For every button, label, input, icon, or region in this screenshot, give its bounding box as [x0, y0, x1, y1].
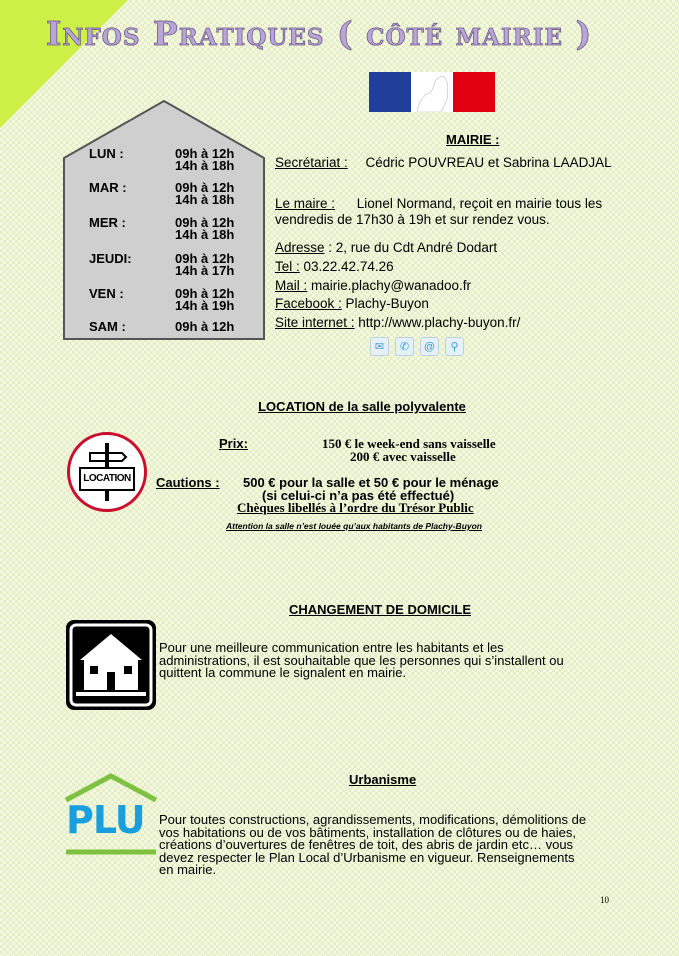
urbanisme-line-2: vos habitations ou de vos bâtiments, installation de clôtures ou de haies, [159, 824, 576, 840]
page-title: Infos Pratiques ( côté mairie ) [46, 14, 593, 53]
contact-icons [370, 337, 464, 356]
schedule-day-jeudi: JEUDI: [89, 251, 132, 266]
prix-line-2: 200 € avec vaisselle [350, 449, 456, 464]
maire-label: Le maire : [275, 196, 336, 211]
envelope-icon[interactable]: ✉ [370, 337, 389, 356]
cheques-text: Chèques libellés à l’ordre du Trésor Public [237, 500, 474, 515]
location-sign-icon [67, 432, 147, 512]
mail-line [275, 278, 471, 293]
schedule-hours-mar-1: 09h à 12h [175, 180, 235, 195]
mairie-heading: MAIRIE : [446, 132, 500, 147]
mail-value[interactable]: mairie.plachy@wanadoo.fr [307, 278, 472, 293]
schedule-hours-mer-1: 09h à 12h [175, 215, 235, 230]
schedule-day-lun: LUN : [89, 146, 124, 161]
prix-line-1: 150 € le week-end sans vaisselle [322, 436, 496, 451]
page-number: 10 [600, 895, 609, 905]
tel-line [275, 259, 394, 274]
house-icon [66, 620, 156, 710]
schedule-hours-sam-1: 09h à 12h [175, 319, 235, 334]
schedule-hours-lun-2: 14h à 18h [175, 158, 235, 173]
site-label: Site internet : [275, 315, 355, 330]
schedule-day-ven: VEN : [89, 286, 124, 301]
facebook-label: Facebook : [275, 296, 342, 311]
domicile-heading: CHANGEMENT DE DOMICILE [289, 602, 471, 617]
maire-value-2: vendredis de 17h30 à 19h et sur rendez vous. [275, 212, 550, 227]
plu-logo-text: PLU [66, 798, 145, 842]
facebook-line [275, 296, 429, 311]
urbanisme-line-3: créations d’ouvertures de fenêtres de toit, des abris de jardin etc… vous [159, 837, 574, 852]
location-heading [0, 399, 679, 414]
site-value[interactable]: http://www.plachy-buyon.fr/ [354, 315, 521, 330]
adresse-value: : 2, rue du Cdt André Dodart [324, 240, 498, 255]
maire-value-1: Lionel Normand, reçoit en mairie tous les [356, 196, 603, 211]
attention-note: Attention la salle n’est louée qu’aux habitants de Plachy-Buyon [226, 521, 482, 531]
secretariat-value: Cédric POUVREAU et Sabrina LAADJAL [365, 155, 612, 170]
schedule-day-mer: MER : [89, 215, 126, 230]
cautions-line-2: (si celui-ci n’a pas été effectué) [262, 488, 455, 503]
schedule-hours-lun-1: 09h à 12h [175, 146, 235, 161]
domicile-line-3: quittent la commune le signalent en mairie. [159, 665, 407, 680]
tel-value[interactable]: 03.22.42.74.26 [299, 259, 394, 274]
schedule-hours-mar-2: 14h à 18h [175, 192, 235, 207]
domicile-text [159, 642, 564, 680]
adresse-line [275, 240, 497, 255]
at-icon[interactable]: @ [420, 337, 439, 356]
schedule-hours-ven-2: 14h à 19h [175, 298, 235, 313]
maire-line-1 [275, 196, 602, 211]
signpost-icon [70, 435, 144, 509]
location-sign-text: LOCATION [83, 473, 131, 484]
phone-icon[interactable]: ✆ [395, 337, 414, 356]
secretariat-label: Secrétariat : [275, 155, 348, 170]
cautions-line-1: 500 € pour la salle et 50 € pour le ménage [243, 475, 499, 490]
urbanisme-text [159, 814, 586, 877]
adresse-label: Adresse [275, 240, 325, 255]
urbanisme-line-4: devez respecter le Plan Local d’Urbanisme en vigueur. Renseignements [159, 849, 575, 865]
schedule-hours-mer-2: 14h à 18h [175, 227, 235, 242]
secretariat-line [275, 155, 612, 170]
schedule-hours-jeudi-2: 14h à 17h [175, 263, 235, 278]
cautions-label: Cautions : [156, 475, 220, 490]
urbanisme-heading: Urbanisme [349, 772, 417, 787]
schedule-hours-jeudi-1: 09h à 12h [175, 251, 235, 266]
urbanisme-line-1: Pour toutes constructions, agrandissements, modifications, démolitions de [159, 812, 587, 827]
prix-label: Prix: [219, 436, 248, 451]
domicile-line-1: Pour une meilleure communication entre les habitants et les [159, 640, 504, 655]
schedule-hours-ven-1: 09h à 12h [175, 286, 235, 301]
plu-logo [63, 772, 159, 858]
domicile-line-2: administrations, il est souhaitable que les personnes qui s’installent ou [159, 652, 564, 668]
map-pin-icon[interactable]: ⚲ [445, 337, 464, 356]
facebook-value[interactable]: Plachy-Buyon [341, 296, 429, 311]
house-drawing-icon [66, 620, 156, 710]
schedule-day-mar: MAR : [89, 180, 127, 195]
site-line [275, 315, 520, 330]
mail-label: Mail : [275, 278, 308, 293]
schedule-day-sam: SAM : [89, 319, 126, 334]
location-heading-text: LOCATION de la salle polyvalente [258, 399, 466, 414]
urbanisme-line-5: en mairie. [159, 862, 217, 877]
marianne-profile-icon [411, 72, 453, 112]
tel-label: Tel : [275, 259, 300, 274]
marianne-logo [369, 72, 495, 112]
